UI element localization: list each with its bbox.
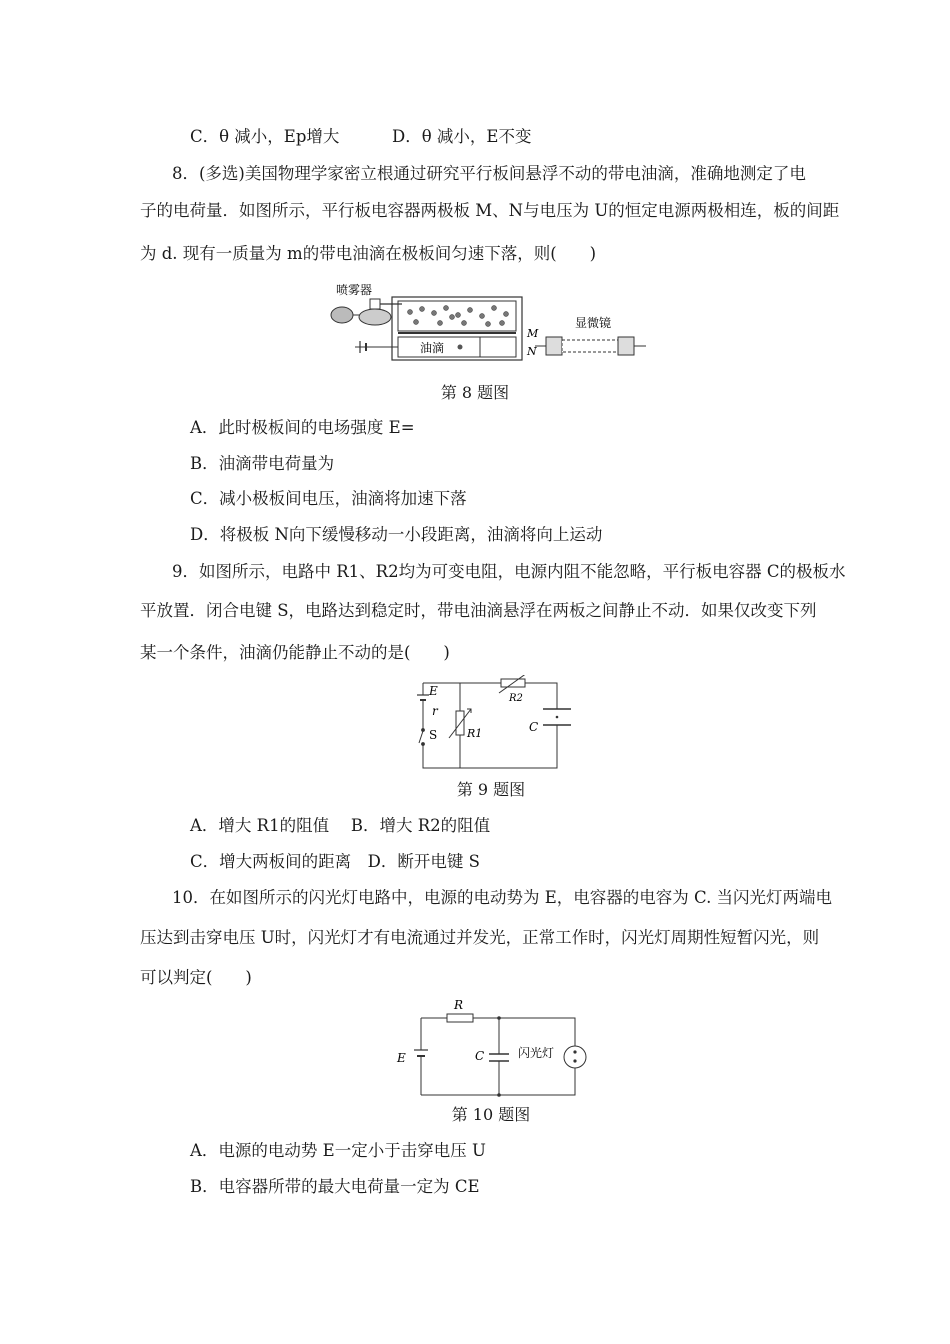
- q8-fig-label-m: M: [527, 327, 539, 340]
- q7-option-d: D．θ 减小，E不变: [392, 127, 532, 146]
- q9-label-r1: R1: [467, 727, 483, 740]
- q9-label-e: E: [429, 684, 438, 698]
- flash-lamp-icon: [564, 1046, 586, 1068]
- q8-stem-line2: 子的电荷量．如图所示，平行板电容器两极板 M、N与电压为 U的恒定电源两极相连，板的间距: [140, 201, 840, 220]
- oil-drop-dot: [556, 716, 559, 719]
- q10-stem-line3: 可以判定( ): [140, 968, 252, 987]
- sprayer-chamber-icon: [359, 309, 391, 325]
- q8-stem-line1: 8．(多选)美国物理学家密立根通过研究平行板间悬浮不动的带电油滴，准确地测定了电: [172, 164, 806, 183]
- q10-caption: 第 10 题图: [451, 1105, 531, 1124]
- q9-stem-line2: 平放置．闭合电键 S，电路达到稳定时，带电油滴悬浮在两板之间静止不动．如果仅改变下列: [140, 601, 817, 620]
- q8-option-d: D．将极板 N向下缓慢移动一小段距离，油滴将向上运动: [190, 525, 603, 544]
- q9-label-c: C: [529, 720, 539, 734]
- q9-label-r2: R2: [509, 693, 523, 704]
- q9-label-s: S: [429, 728, 438, 742]
- q10-label-c: C: [475, 1049, 485, 1063]
- q9-caption: 第 9 题图: [456, 780, 526, 799]
- q9-stem-line3: 某一个条件，油滴仍能静止不动的是( ): [140, 643, 450, 662]
- q9-options-ab: A．增大 R1的阻值 B．增大 R2的阻值: [190, 816, 491, 835]
- q8-fig-oil-label: 油滴: [420, 341, 445, 355]
- q7-option-c: C．θ 减小，Ep增大: [190, 127, 340, 146]
- q10-circuit-figure: [393, 998, 588, 1100]
- q10-label-r: R: [454, 998, 464, 1012]
- q10-label-lamp: 闪光灯: [518, 1046, 555, 1060]
- q8-option-b: B．油滴带电荷量为: [190, 454, 335, 473]
- oil-droplets: [408, 306, 509, 327]
- microscope-icon: [535, 337, 646, 355]
- q10-stem-line2: 压达到击穿电压 U时，闪光灯才有电流通过并发光，正常工作时，闪光灯周期性短暂闪光，则: [140, 928, 820, 947]
- q8-fig-microscope-label: 显微镜: [575, 316, 612, 330]
- q8-option-a: A．此时极板间的电场强度 E=: [190, 418, 415, 437]
- q8-option-c: C．减小极板间电压，油滴将加速下落: [190, 489, 467, 508]
- q8-millikan-figure: [330, 277, 660, 369]
- oil-chamber-outer: [392, 297, 522, 360]
- q10-option-b: B．电容器所带的最大电荷量一定为 CE: [190, 1177, 480, 1196]
- q10-option-a: A．电源的电动势 E一定小于击穿电压 U: [190, 1141, 486, 1160]
- q8-fig-sprayer-label: 喷雾器: [336, 283, 373, 297]
- q9-options-cd: C．增大两板间的距离 D．断开电键 S: [190, 852, 480, 871]
- q9-label-r: r: [432, 704, 438, 718]
- q8-fig-label-n: N: [527, 345, 537, 358]
- sprayer-bulb-icon: [331, 307, 353, 323]
- q9-circuit-figure: [405, 675, 575, 773]
- q10-stem-line1: 10．在如图所示的闪光灯电路中，电源的电动势为 E，电容器的电容为 C. 当闪光灯两端电: [172, 888, 833, 907]
- q10-label-e: E: [397, 1051, 406, 1065]
- q9-stem-line1: 9．如图所示，电路中 R1、R2均为可变电阻，电源内阻不能忽略，平行板电容器 C的极板水: [172, 562, 846, 581]
- q8-caption: 第 8 题图: [440, 383, 510, 402]
- q8-stem-line3: 为 d. 现有一质量为 m的带电油滴在极板间匀速下落，则( ): [140, 244, 597, 263]
